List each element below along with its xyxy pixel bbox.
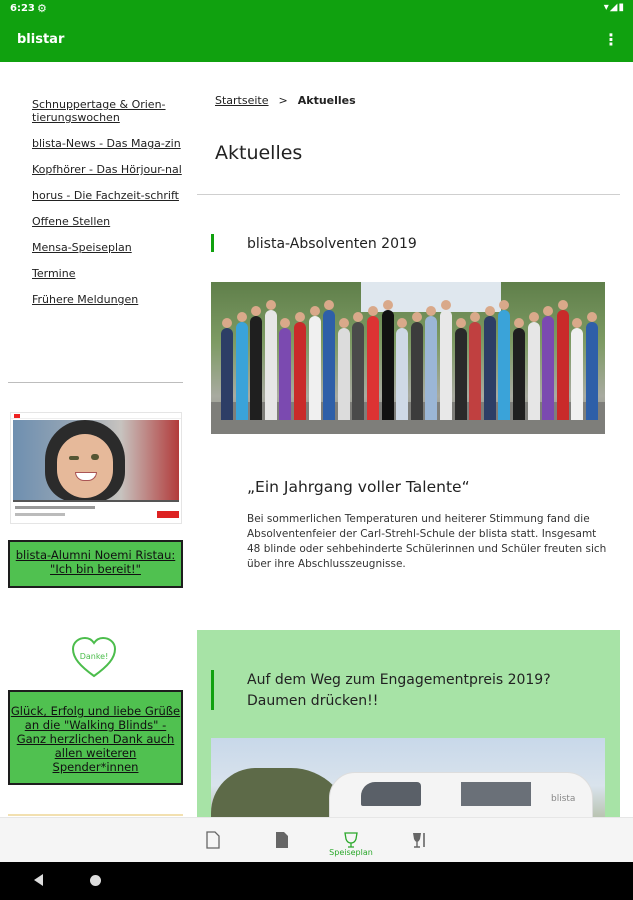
photo-person-shape — [440, 310, 452, 420]
promo-walking-blinds-box[interactable] — [8, 690, 183, 785]
meal-filled-icon — [410, 831, 428, 849]
photo-person-shape — [469, 322, 481, 420]
video-title-placeholder — [15, 506, 95, 509]
sidebar-item-kopfhoerer[interactable]: Kopfhörer - Das Hörjour-nal — [32, 163, 182, 176]
photo-person-shape — [557, 310, 569, 420]
eye-shape — [69, 456, 79, 460]
photo-person-shape — [411, 322, 423, 420]
sidebar — [0, 62, 197, 817]
system-navigation-bar — [0, 862, 633, 900]
video-thumbnail[interactable] — [10, 412, 182, 524]
article-accent-bar — [211, 234, 214, 252]
video-header — [11, 413, 181, 419]
gear-icon: ⚙ — [37, 2, 47, 15]
face-shape — [57, 434, 113, 498]
photo-head-shape — [412, 312, 422, 322]
sidebar-item-blista-news[interactable]: blista-News - Das Maga-zin — [32, 137, 181, 150]
tab-meal-filled[interactable] — [389, 818, 449, 863]
photo-person-shape — [498, 310, 510, 420]
photo-person-shape — [484, 316, 496, 420]
photo-person-shape — [367, 316, 379, 420]
photo-person-shape — [338, 328, 350, 420]
photo-head-shape — [456, 318, 466, 328]
article-accent-bar — [211, 670, 214, 710]
photo-head-shape — [426, 306, 436, 316]
meal-outline-icon — [342, 831, 360, 849]
photo-head-shape — [558, 300, 568, 310]
photo-person-shape — [513, 328, 525, 420]
video-channel-placeholder — [15, 513, 65, 516]
tab-label: Speiseplan — [329, 848, 373, 857]
sidebar-item-termine[interactable]: Termine — [32, 267, 76, 280]
photo-person-shape — [236, 322, 248, 420]
photo-head-shape — [485, 306, 495, 316]
photo-head-shape — [310, 306, 320, 316]
photo-person-shape — [396, 328, 408, 420]
breadcrumb — [215, 94, 356, 107]
photo-person-shape — [586, 322, 598, 420]
promo-alumni-link[interactable]: blista-Alumni Noemi Ristau: "Ich bin bereit!" — [15, 548, 176, 576]
sidebar-nav — [32, 98, 182, 319]
photo-head-shape — [383, 300, 393, 310]
photo-person-shape — [221, 328, 233, 420]
page-title: Aktuelles — [215, 142, 303, 164]
photo-person-shape — [425, 316, 437, 420]
document-filled-icon — [274, 831, 290, 849]
graduates-group-photo[interactable] — [211, 282, 605, 434]
photo-person-shape — [542, 316, 554, 420]
photo-head-shape — [266, 300, 276, 310]
sidebar-item-schnuppertage[interactable]: Schnuppertage & Orien-tierungswochen — [32, 98, 166, 124]
breadcrumb-current: Aktuelles — [297, 94, 356, 107]
back-icon[interactable] — [34, 874, 43, 886]
photo-person-shape — [294, 322, 306, 420]
photo-head-shape — [339, 318, 349, 328]
photo-person-shape — [279, 328, 291, 420]
document-outline-icon — [205, 831, 221, 849]
sidebar-item-offene-stellen[interactable]: Offene Stellen — [32, 215, 111, 228]
photo-head-shape — [353, 312, 363, 322]
article-subtitle: „Ein Jahrgang voller Talente“ — [247, 478, 470, 496]
van-photo[interactable] — [211, 738, 605, 817]
photo-head-shape — [587, 312, 597, 322]
promo-alumni-box[interactable] — [8, 540, 183, 588]
van-logo: blista — [551, 794, 576, 804]
photo-person-shape — [352, 322, 364, 420]
photo-person-shape — [571, 328, 583, 420]
photo-head-shape — [499, 300, 509, 310]
tab-document-filled[interactable] — [253, 818, 313, 863]
article-title[interactable]: blista-Absolventen 2019 — [247, 236, 417, 252]
sidebar-item-mensa[interactable]: Mensa-Speiseplan — [32, 241, 132, 254]
bottom-navigation — [0, 817, 633, 862]
photo-person-shape — [382, 310, 394, 420]
sidebar-item-fruehere-meldungen[interactable]: Frühere Meldungen — [32, 293, 139, 306]
sidebar-next-item-edge — [8, 814, 183, 816]
app-bar — [0, 18, 633, 62]
photo-head-shape — [280, 318, 290, 328]
status-indicators-icon: ▾◢▮ — [603, 2, 625, 13]
article-text: Bei sommerlichen Temperaturen und heiterer Stimmung fand die Absolventenfeier der Carl-Strehl-Schule der blista statt. Insgesamt 48 blinde oder sehbehinderte Schülerinnen und Schüler freuten sich über ihre Abschlusszeugnisse. — [247, 513, 607, 570]
video-frame — [13, 420, 179, 502]
eye-shape — [91, 454, 99, 460]
content-divider — [197, 194, 620, 195]
van-window — [461, 782, 531, 806]
photo-person-shape — [455, 328, 467, 420]
heart-danke-icon — [70, 636, 118, 680]
photo-head-shape — [441, 300, 451, 310]
photo-head-shape — [397, 318, 407, 328]
breadcrumb-home-link[interactable]: Startseite — [215, 94, 269, 107]
photo-head-shape — [295, 312, 305, 322]
sidebar-item-horus[interactable]: horus - Die Fachzeit-schrift — [32, 189, 179, 202]
sidebar-divider — [8, 382, 183, 383]
photo-person-shape — [323, 310, 335, 420]
photo-head-shape — [514, 318, 524, 328]
main-content — [197, 62, 633, 817]
photo-head-shape — [572, 318, 582, 328]
subscribe-badge — [157, 511, 179, 518]
photo-head-shape — [543, 306, 553, 316]
youtube-logo-icon — [14, 414, 20, 418]
featured-article-title[interactable]: Auf dem Weg zum Engagementpreis 2019? Daumen drücken!! — [247, 672, 551, 709]
photo-head-shape — [324, 300, 334, 310]
tab-document-outline[interactable] — [184, 818, 244, 863]
photo-person-shape — [265, 310, 277, 420]
van-window — [361, 782, 421, 806]
app-title: blistar — [17, 32, 65, 47]
promo-walking-blinds-link[interactable]: Glück, Erfolg und liebe Grüße an die "Walking Blinds" - Ganz herzlichen Dank auch allen weiteren Spender*innen — [10, 704, 181, 774]
photo-head-shape — [237, 312, 247, 322]
status-time: 6:23 — [10, 3, 35, 14]
heart-label: Danke! — [79, 652, 109, 661]
photo-head-shape — [529, 312, 539, 322]
photo-head-shape — [222, 318, 232, 328]
tab-speiseplan[interactable] — [321, 818, 381, 863]
photo-person-shape — [309, 316, 321, 420]
home-icon[interactable] — [90, 875, 101, 886]
photo-head-shape — [251, 306, 261, 316]
video-progress-bar — [13, 500, 179, 502]
photo-head-shape — [470, 312, 480, 322]
breadcrumb-separator: > — [278, 94, 288, 107]
photo-person-shape — [250, 316, 262, 420]
status-bar — [0, 0, 633, 18]
photo-head-shape — [368, 306, 378, 316]
photo-person-shape — [528, 322, 540, 420]
overflow-menu-icon[interactable]: ⋮ — [603, 30, 619, 49]
